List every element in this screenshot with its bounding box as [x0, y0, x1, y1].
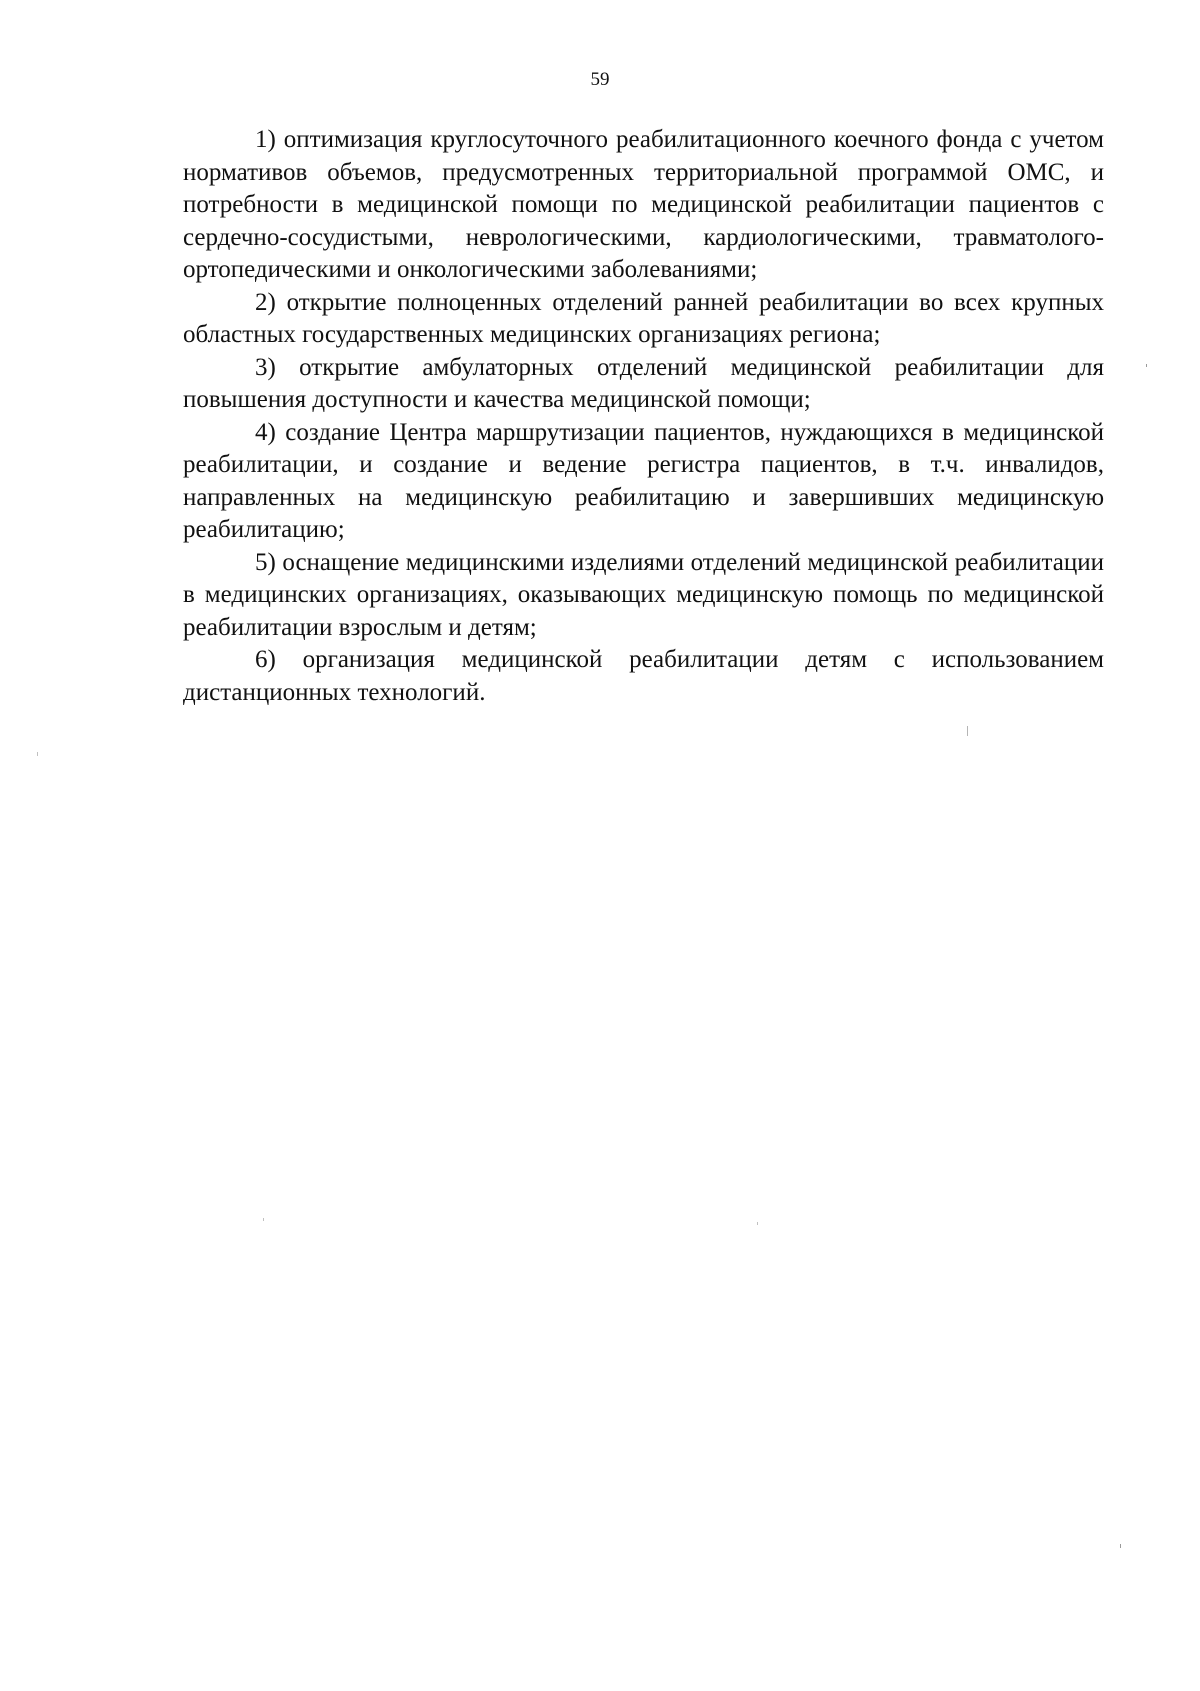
scan-speck — [37, 752, 38, 756]
list-item: 3) открытие амбулаторных отделений медицинской реабилитации для повышения доступности и качества медицинской помощи; — [183, 353, 1104, 413]
list-item: 5) оснащение медицинскими изделиями отделений медицинской реабилитации в медицинских организациях, оказывающих медицинскую помощь по медицинской реабилитации взрослым и детям; — [183, 548, 1104, 641]
page-number: 59 — [590, 69, 610, 90]
scan-speck — [1120, 1544, 1121, 1548]
list-item: 1) оптимизация круглосуточного реабилитационного коечного фонда с учетом нормативов объемов, предусмотренных территориальной программой ОМС, и потребности в медицинской помощи по медицинской реабилитации пациентов с сердечно-сосудистыми, неврологическими, кардиологическими, травматолого-ортопедическими и онкологическими заболеваниями; — [183, 126, 1104, 283]
scan-speck — [263, 1218, 264, 1221]
scan-speck — [1146, 364, 1147, 367]
scan-speck — [757, 1222, 758, 1225]
scan-speck — [967, 726, 968, 736]
document-body — [183, 124, 1104, 709]
list-item: 6) организация медицинской реабилитации детям с использованием дистанционных технологий. — [183, 646, 1104, 706]
list-item: 4) создание Центра маршрутизации пациентов, нуждающихся в медицинской реабилитации, и создание и ведение регистра пациентов, в т.ч. инвалидов, направленных на медицинскую реабилитацию и завершивших медицинскую реабилитацию; — [183, 418, 1104, 543]
list-item: 2) открытие полноценных отделений ранней реабилитации во всех крупных областных государственных медицинских организациях региона; — [183, 288, 1104, 348]
